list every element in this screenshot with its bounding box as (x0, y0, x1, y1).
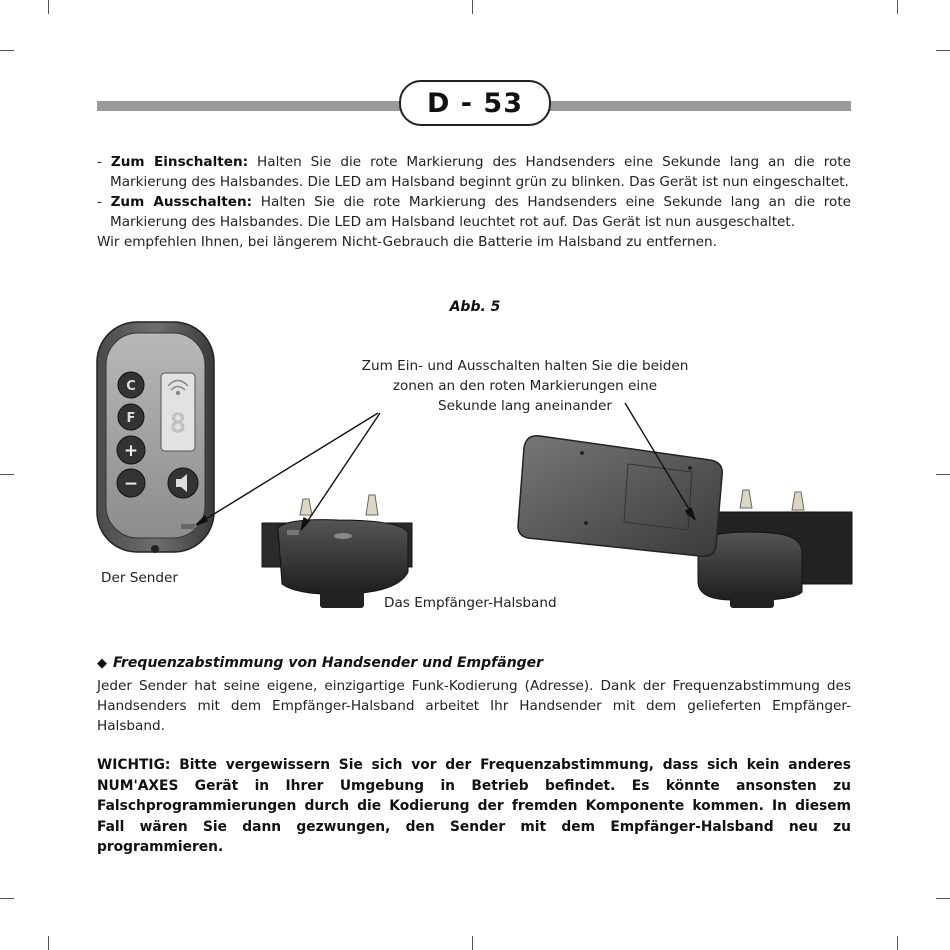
battery-lid (518, 436, 722, 557)
collar-receiver-open (518, 436, 852, 608)
remote-button-minus-label: − (123, 474, 139, 494)
frequency-heading (97, 655, 543, 671)
frequency-text: Jeder Sender hat seine eigene, einzigartige Funk-Kodierung (Adresse). Dank der Frequenzabstimmung des Handsenders mit dem Empfänger-Halsband arbeitet Ihr Handsender mit dem gelieferten Empfänger-Halsband. (97, 678, 851, 734)
lanyard-hole (151, 545, 159, 553)
switch-on-label: Zum Einschalten: (110, 154, 249, 170)
switch-on-text: Halten Sie die rote Markierung des Handsenders eine Sekunde lang an die rote Markierung des Halsbandes. Die LED am Halsband beginnt grün zu blinken. Das Gerät ist nun eingeschaltet. (110, 154, 851, 190)
sender-caption: Der Sender (101, 570, 178, 586)
switch-on-item: - Zum Einschalten: Halten Sie die rote Markierung des Handsenders eine Sekunde lang an die rote Markierung des Halsbandes. Die LED am Halsband beginnt grün zu blinken. Das Gerät ist nun eingeschaltet. (97, 154, 851, 190)
red-marker-remote (181, 524, 195, 529)
switch-off-label: Zum Ausschalten: (110, 194, 253, 210)
remote-transmitter (97, 322, 214, 553)
figure-callout (330, 356, 720, 416)
callout-line: Sekunde lang aneinander (438, 398, 612, 414)
collar-caption: Das Empfänger-Halsband (384, 595, 557, 611)
collar-logo (334, 533, 352, 539)
battery-recommendation: Wir empfehlen Ihnen, bei längerem Nicht-Gebrauch die Batterie im Halsband zu entfernen. (97, 234, 717, 250)
remote-button-plus-label: + (123, 441, 139, 461)
important-label: WICHTIG: (97, 757, 171, 773)
seven-segment-digit: 8 (170, 409, 186, 439)
callout-line: Zum Ein- und Ausschalten halten Sie die beiden (361, 358, 689, 374)
callout-line: zonen an den roten Markierungen eine (392, 378, 658, 394)
contact-points (300, 495, 378, 515)
collar-receiver (262, 495, 412, 608)
important-note (97, 755, 851, 858)
remote-button-sound (168, 468, 198, 498)
diamond-bullet-icon: ◆ (97, 656, 107, 671)
remote-button-f-label: F (126, 411, 136, 426)
frequency-heading-text: Frequenzabstimmung von Handsender und Empfänger (113, 655, 544, 671)
remote-button-plus (117, 436, 145, 464)
remote-button-f (118, 404, 144, 430)
red-marker-collar (287, 530, 299, 535)
figure-title: Abb. 5 (449, 299, 501, 315)
page-number-badge: D - 53 (399, 80, 551, 126)
remote-button-minus (117, 469, 145, 497)
switch-off-text: Halten Sie die rote Markierung des Handsenders eine Sekunde lang an die rote Markierung des Halsbandes. Die LED am Halsband leuchtet rot auf. Das Gerät ist nun ausgeschaltet. (110, 194, 852, 230)
remote-button-c-label: C (126, 379, 136, 394)
important-text: Bitte vergewissern Sie sich vor der Frequenzabstimmung, dass sich kein anderes NUM'AXES Gerät in Ihrer Umgebung in Betrieb befindet. Es könnte ansonsten zu Falschprogrammierungen durch die Kodierung der fremden Komponente kommen. In diesem Fall wären Sie dann gezwungen, den Sender mit dem Empfänger-Halsband neu zu programmieren. (97, 757, 851, 855)
switch-off-item: - Zum Ausschalten: Halten Sie die rote Markierung des Handsenders eine Sekunde lang an die rote Markierung des Halsbandes. Die LED am Halsband leuchtet rot auf. Das Gerät ist nun ausgeschaltet. (97, 194, 852, 230)
remote-button-c (118, 372, 144, 398)
collar-clip (320, 590, 364, 608)
